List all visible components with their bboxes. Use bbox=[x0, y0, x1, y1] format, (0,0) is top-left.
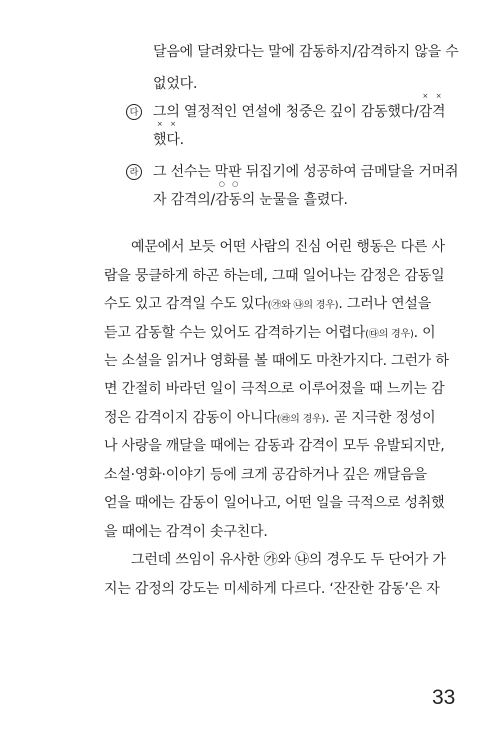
example-continuation-line: 없었다. bbox=[153, 76, 198, 92]
paragraph-1-line bbox=[104, 294, 431, 316]
paragraph-note: (㉱의 경우) bbox=[276, 414, 326, 425]
example-da-line-2 bbox=[153, 130, 184, 150]
emphasis-x-char: × 다 bbox=[166, 130, 179, 150]
example-continuation-line: 달음에 달려왔다는 말에 감동하지/감격하지 않을 수 bbox=[153, 44, 459, 60]
emphasis-x-char: × 했 bbox=[153, 130, 166, 150]
paragraph-1-line: 면 간절히 바라던 일이 극적으로 이루어졌을 때 느끼는 감 bbox=[104, 381, 445, 397]
paragraph-note: (㉰의 경우) bbox=[365, 329, 414, 340]
paragraph-text: 수도 있고 감격일 수도 있다 bbox=[104, 296, 268, 312]
paragraph-text: . 이 bbox=[413, 325, 436, 341]
emphasis-x-char: × 격 bbox=[432, 102, 445, 122]
example-ra-text: 자 감격의/ bbox=[153, 192, 216, 208]
example-da-line-1 bbox=[153, 102, 445, 122]
paragraph-text: 듣고 감동할 수는 있어도 감격하기는 어렵다 bbox=[104, 325, 366, 341]
paragraph-1-line: 나 사랑을 깨달을 때에는 감동과 감격이 모두 유발되지만, bbox=[104, 438, 445, 454]
emphasis-circle-char: ○ 감 bbox=[215, 190, 228, 210]
paragraph-1-line: 소설·영화·이야기 등에 크게 공감하거나 깊은 깨달음을 bbox=[104, 467, 427, 483]
page-number: 33 bbox=[432, 686, 456, 709]
paragraph-text: . 곧 지극한 정성이 bbox=[325, 410, 436, 426]
example-da-text: 그의 열정적인 연설에 청중은 깊이 감동했다/ bbox=[153, 104, 419, 120]
emphasis-x-char: × 감 bbox=[419, 102, 432, 122]
paragraph-1-line bbox=[104, 408, 435, 430]
paragraph-1-line bbox=[104, 323, 435, 345]
example-ra-line-1: 그 선수는 막판 뒤집기에 성공하여 금메달을 거머쥐 bbox=[153, 164, 459, 180]
example-marker-ra: 라 bbox=[126, 164, 142, 180]
paragraph-1-line: 는 소설을 읽거나 영화를 볼 때에도 마찬가지다. 그런가 하 bbox=[104, 353, 449, 369]
example-da-text: . bbox=[179, 132, 184, 148]
paragraph-2-line: 지는 감정의 강도는 미세하게 다르다. ‘잔잔한 감동’은 자 bbox=[104, 581, 440, 597]
example-ra-line-2 bbox=[153, 190, 348, 210]
paragraph-1-line: 람을 뭉클하게 하곤 하는데, 그때 일어나는 감정은 감동일 bbox=[104, 268, 445, 284]
paragraph-text: 정은 감격이지 감동이 아니다 bbox=[104, 410, 277, 426]
paragraph-1-line: 을 때에는 감격이 솟구친다. bbox=[104, 524, 268, 540]
example-ra-text: 의 눈물을 흘렸다. bbox=[241, 192, 348, 208]
example-marker-da: 다 bbox=[126, 104, 142, 120]
paragraph-2-line: 그런데 쓰임이 유사한 ㉮와 ㉯의 경우도 두 단어가 가 bbox=[131, 552, 446, 568]
paragraph-note: (㉮와 ㉯의 경우) bbox=[267, 300, 339, 311]
paragraph-text: . 그러나 연설을 bbox=[338, 296, 432, 312]
paragraph-1-line: 얻을 때에는 감동이 일어나고, 어떤 일을 극적으로 성취했 bbox=[104, 495, 445, 511]
emphasis-circle-char: ○ 동 bbox=[228, 190, 241, 210]
paragraph-1-line: 예문에서 보듯 어떤 사람의 진심 어린 행동은 다른 사 bbox=[131, 239, 445, 255]
